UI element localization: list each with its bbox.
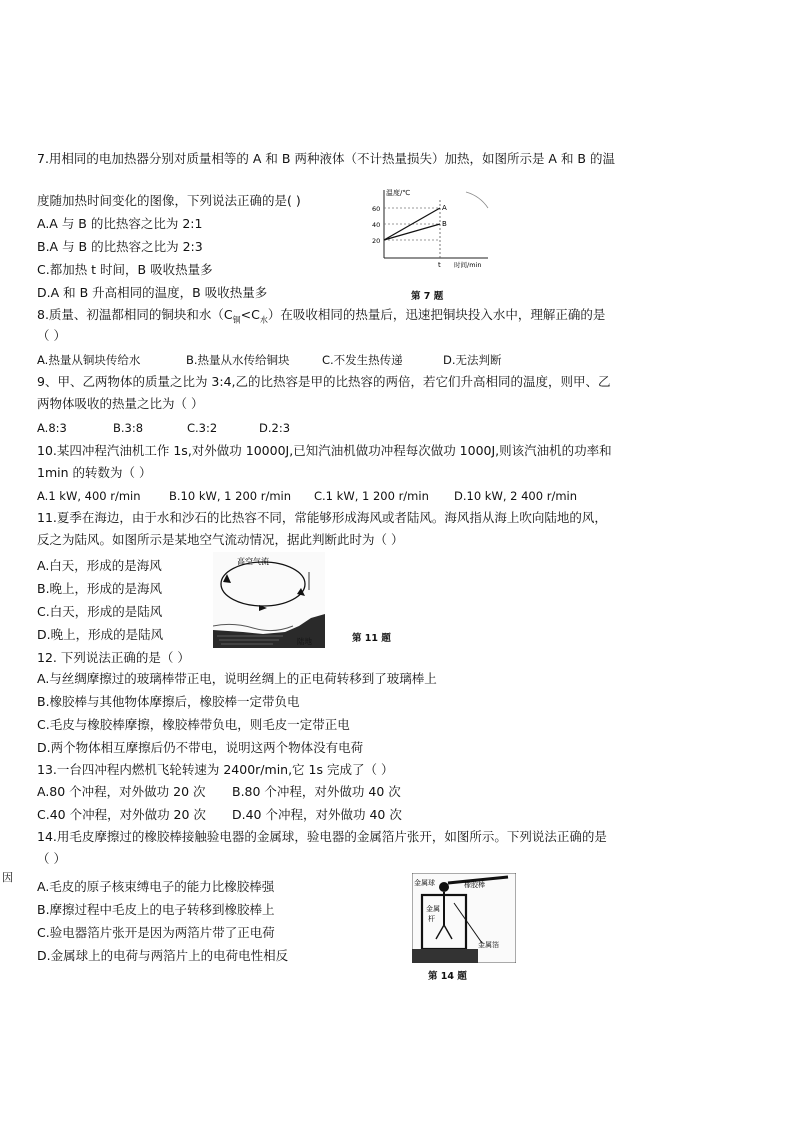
q8-sub-water: 水 <box>259 315 268 325</box>
q10-option-b: B.10 kW, 1 200 r/min <box>169 489 292 503</box>
q8-sub-copper: 铜 <box>232 315 241 325</box>
q14-ball-label: 金属球 <box>414 879 435 887</box>
q14-stem-line2: （ ） <box>37 851 66 866</box>
q11-figure-caption: 第 11 题 <box>352 633 391 644</box>
q8-stem-line1 <box>37 307 605 329</box>
q14-option-d: D.金属球上的电荷与两箔片上的电荷电性相反 <box>37 948 289 963</box>
q11-stem-line1: 11.夏季在海边，由于水和沙石的比热容不同，常能够形成海风或者陆风。海风指从海上吹向陆地的风， <box>37 510 607 525</box>
q13-option-d: D.40 个冲程，对外做功 40 次 <box>232 807 402 822</box>
q13-option-a: A.80 个冲程，对外做功 20 次 <box>37 784 206 799</box>
margin-character: 因 <box>2 871 13 884</box>
q13-option-c: C.40 个冲程，对外做功 20 次 <box>37 807 206 822</box>
q10-option-c: C.1 kW, 1 200 r/min <box>314 489 429 503</box>
q9-option-b: B.3:8 <box>113 421 144 435</box>
q11-air-flow-figure <box>213 552 325 648</box>
q9-option-c: C.3:2 <box>187 421 218 435</box>
q8-lt: <C <box>240 307 260 322</box>
q9-stem-line1: 9、甲、乙两物体的质量之比为 3:4,乙的比热容是甲的比热容的两倍，若它们升高相同的温度，则甲、乙 <box>37 374 611 389</box>
q7-option-b: B.A 与 B 的比热容之比为 2:3 <box>37 239 203 254</box>
q10-option-a: A.1 kW, 400 r/min <box>37 489 141 503</box>
q9-option-a: A.8:3 <box>37 421 67 435</box>
q10-option-d: D.10 kW, 2 400 r/min <box>454 489 578 503</box>
q11-stem-line2: 反之为陆风。如图所示是某地空气流动情况，据此判断此时为（ ） <box>37 532 404 547</box>
q7-graph-t-label: t <box>438 261 441 269</box>
q8-option-b: B.热量从水传给铜块 <box>186 353 290 367</box>
q13-option-b: B.80 个冲程，对外做功 40 次 <box>232 784 401 799</box>
q12-option-b: B.橡胶棒与其他物体摩擦后，橡胶棒一定带负电 <box>37 694 300 709</box>
q7-graph-ytick: 20 <box>372 237 381 245</box>
q11-option-b: B.晚上，形成的是海风 <box>37 581 163 596</box>
q8-stem-line2: （ ） <box>37 328 66 343</box>
q14-option-a: A.毛皮的原子核束缚电子的能力比橡胶棒强 <box>37 879 275 894</box>
q11-option-d: D.晚上，形成的是陆风 <box>37 627 164 642</box>
q7-stem-line1: 7.用相同的电加热器分别对质量相等的 A 和 B 两种液体（不计热量损失）加热，如图所示是 A 和 B 的温 <box>37 151 615 166</box>
q7-stem-line2: 度随加热时间变化的图像，下列说法正确的是( ) <box>37 193 301 208</box>
q11-option-a: A.白天，形成的是海风 <box>37 558 162 573</box>
q14-option-c: C.验电器箔片张开是因为两箔片带了正电荷 <box>37 925 275 940</box>
q9-stem-line2: 两物体吸收的热量之比为（ ） <box>37 396 204 411</box>
q8-stem-part2: ）在吸收相同的热量后，迅速把铜块投入水中，理解正确的是 <box>267 307 606 322</box>
q12-option-d: D.两个物体相互摩擦后仍不带电，说明这两个物体没有电荷 <box>37 740 364 755</box>
q8-option-a: A.热量从铜块传给水 <box>37 353 141 367</box>
q14-stem-label: 金属 <box>426 905 440 913</box>
q7-temperature-graph <box>370 186 510 270</box>
q13-stem: 13.一台四冲程内燃机飞轮转速为 2400r/min,它 1s 完成了（ ） <box>37 762 394 777</box>
q7-graph-ytick: 40 <box>372 221 381 229</box>
q7-figure-caption: 第 7 题 <box>411 291 444 302</box>
q11-land-label: 陆地 <box>297 637 312 646</box>
q11-option-c: C.白天，形成的是陆风 <box>37 604 163 619</box>
q14-option-b: B.摩擦过程中毛皮上的电子转移到橡胶棒上 <box>37 902 275 917</box>
q12-option-a: A.与丝绸摩擦过的玻璃棒带正电，说明丝绸上的正电荷转移到了玻璃棒上 <box>37 671 437 686</box>
q7-line-b <box>384 224 440 240</box>
q7-graph-ytick: 60 <box>372 205 381 213</box>
q10-stem-line1: 10.某四冲程汽油机工作 1s,对外做功 10000J,已知汽油机做功冲程每次做功 1000J,则该汽油机的功率和 <box>37 443 612 458</box>
q7-graph-xlabel: 时间/min <box>454 261 482 269</box>
q7-option-c: C.都加热 t 时间，B 吸收热量多 <box>37 262 213 277</box>
q14-stem-line1: 14.用毛皮摩擦过的橡胶棒接触验电器的金属球，验电器的金属箔片张开，如图所示。下列说法正确的是 <box>37 829 607 844</box>
q14-figure-caption: 第 14 题 <box>428 971 467 982</box>
q12-option-c: C.毛皮与橡胶棒摩擦，橡胶棒带负电，则毛皮一定带正电 <box>37 717 350 732</box>
q8-option-c: C.不发生热传递 <box>322 353 403 367</box>
q7-option-d: D.A 和 B 升高相同的温度，B 吸收热量多 <box>37 285 268 300</box>
q10-stem-line2: 1min 的转数为（ ） <box>37 465 152 480</box>
q12-stem: 12. 下列说法正确的是（ ） <box>37 650 190 665</box>
q14-electroscope-figure <box>412 873 516 963</box>
q14-rod-label: 橡胶棒 <box>464 881 485 889</box>
q14-foil-label: 金属箔 <box>478 941 499 949</box>
q8-stem-part1: 8.质量、初温都相同的铜块和水（C <box>37 307 233 322</box>
q7-graph-ylabel: 温度/℃ <box>386 189 411 197</box>
q8-option-d: D.无法判断 <box>443 353 502 367</box>
q7-graph-label-b: B <box>442 220 447 228</box>
q7-graph-label-a: A <box>442 204 447 212</box>
q14-stem-label2: 杆 <box>428 915 435 923</box>
q11-top-label: 高空气流 <box>237 557 269 566</box>
q9-option-d: D.2:3 <box>259 421 291 435</box>
q7-option-a: A.A 与 B 的比热容之比为 2:1 <box>37 216 203 231</box>
